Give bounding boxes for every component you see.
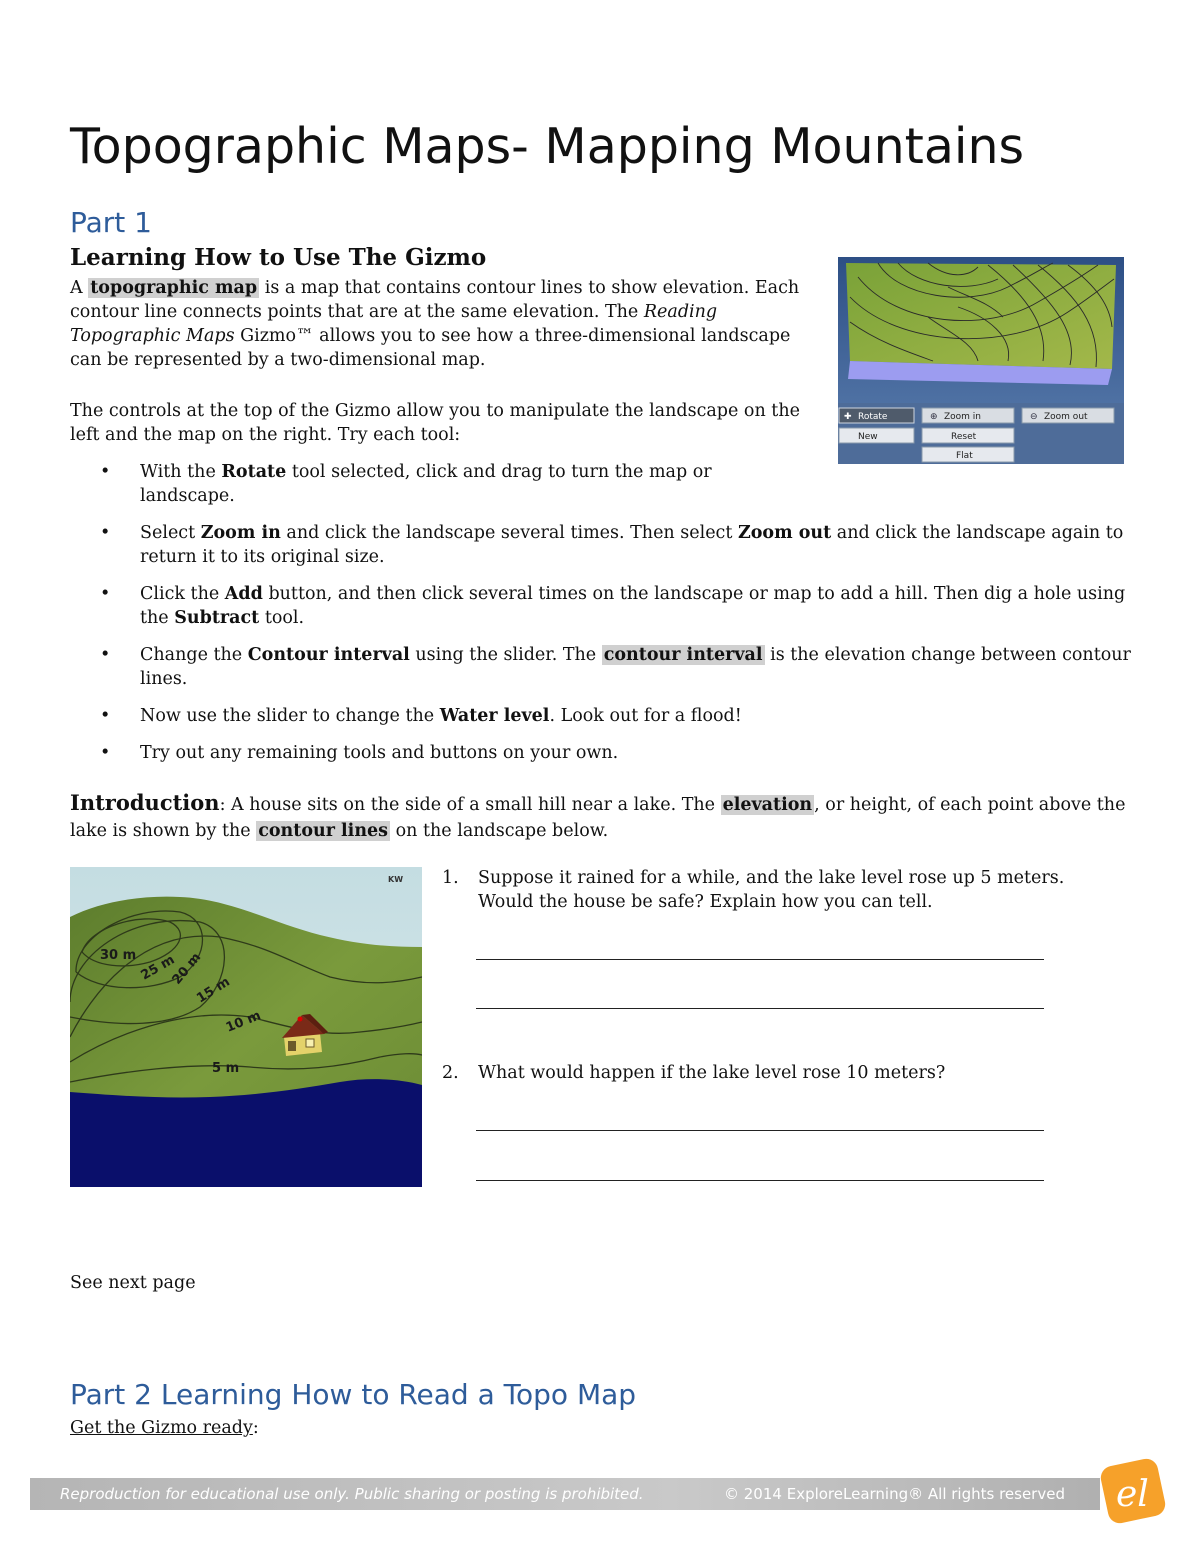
get-gizmo-ready: Get the Gizmo ready: <box>70 1418 259 1438</box>
footer-copyright: © 2014 ExploreLearning® All rights reserved <box>724 1485 1065 1503</box>
svg-text:✚: ✚ <box>844 412 852 422</box>
rotate-button-label: Rotate <box>858 412 888 422</box>
svg-text:el: el <box>1116 1474 1149 1515</box>
intro-paragraph: A topographic map is a map that contains contour lines to show elevation. Each contour line connects points that are at the same elevation. The Reading Topographic Maps Gizmo™ allows you to see how a three-dimensional landscape can be represented by a two-dimensional map. <box>70 278 800 370</box>
tool-instructions-list <box>100 460 1140 778</box>
list-item: • Change the Contour interval using the slider. The contour interval is the elevation change between contour lines. <box>100 643 1140 691</box>
list-item: • With the Rotate tool selected, click and drag to turn the map or landscape. <box>100 460 780 508</box>
answer-line[interactable] <box>476 1130 1044 1131</box>
contour-label-15m: 15 m <box>194 974 233 1007</box>
term-topographic-map: topographic map <box>90 278 258 298</box>
flat-button-label: Flat <box>956 451 973 461</box>
explorelearning-logo-icon <box>1098 1456 1168 1526</box>
svg-text:⊖: ⊖ <box>1030 412 1038 422</box>
page-title: Topographic Maps- Mapping Mountains <box>70 118 1025 175</box>
contour-label-10m: 10 m <box>223 1008 264 1036</box>
contour-label-5m: 5 m <box>212 1061 240 1076</box>
contour-label-25m: 25 m <box>138 952 178 984</box>
footer-left-text: Reproduction for educational use only. Public sharing or posting is prohibited. <box>60 1485 644 1503</box>
new-button-label: New <box>858 432 878 442</box>
controls-paragraph: The controls at the top of the Gizmo allow you to manipulate the landscape on the left and the map on the right. Try each tool: <box>70 401 800 445</box>
image-corner-label: KW <box>388 875 404 884</box>
answer-line[interactable] <box>476 1180 1044 1181</box>
part1-heading: Part 1 <box>70 206 152 239</box>
svg-text:⊕: ⊕ <box>930 412 938 422</box>
question-2: 2. What would happen if the lake level rose 10 meters? <box>442 1063 946 1083</box>
contour-label-30m: 30 m <box>100 948 137 963</box>
list-item: • Try out any remaining tools and buttons on your own. <box>100 741 1140 765</box>
landscape-image <box>70 867 422 1187</box>
reset-button-label: Reset <box>951 432 977 442</box>
question-1: 1. Suppose it rained for a while, and the lake level rose up 5 meters. Would the house be safe? Explain how you can tell. <box>442 868 1065 912</box>
gizmo-screenshot <box>838 257 1124 464</box>
footer-bar <box>30 1478 1100 1510</box>
zoom-out-button-label: Zoom out <box>1044 412 1088 422</box>
contour-label-20m: 20 m <box>169 950 205 988</box>
answer-line[interactable] <box>476 1008 1044 1009</box>
zoom-in-button-label: Zoom in <box>944 412 982 422</box>
list-item: • Now use the slider to change the Water level. Look out for a flood! <box>100 704 1140 728</box>
introduction-paragraph: Introduction: A house sits on the side of a small hill near a lake. The elevation , or height, of each point above the lake is shown by the contour lines on the landscape below. <box>70 790 1126 841</box>
see-next-page: See next page <box>70 1273 196 1293</box>
list-item: • Click the Add button, and then click several times on the landscape or map to add a hill. Then dig a hole using the Subtract tool. <box>100 582 1140 630</box>
answer-line[interactable] <box>476 959 1044 960</box>
part1-subheading: Learning How to Use The Gizmo <box>70 244 487 271</box>
list-item: • Select Zoom in and click the landscape several times. Then select Zoom out and click the landscape again to return it to its original size. <box>100 521 1140 569</box>
part2-heading: Part 2 Learning How to Read a Topo Map <box>70 1378 637 1411</box>
